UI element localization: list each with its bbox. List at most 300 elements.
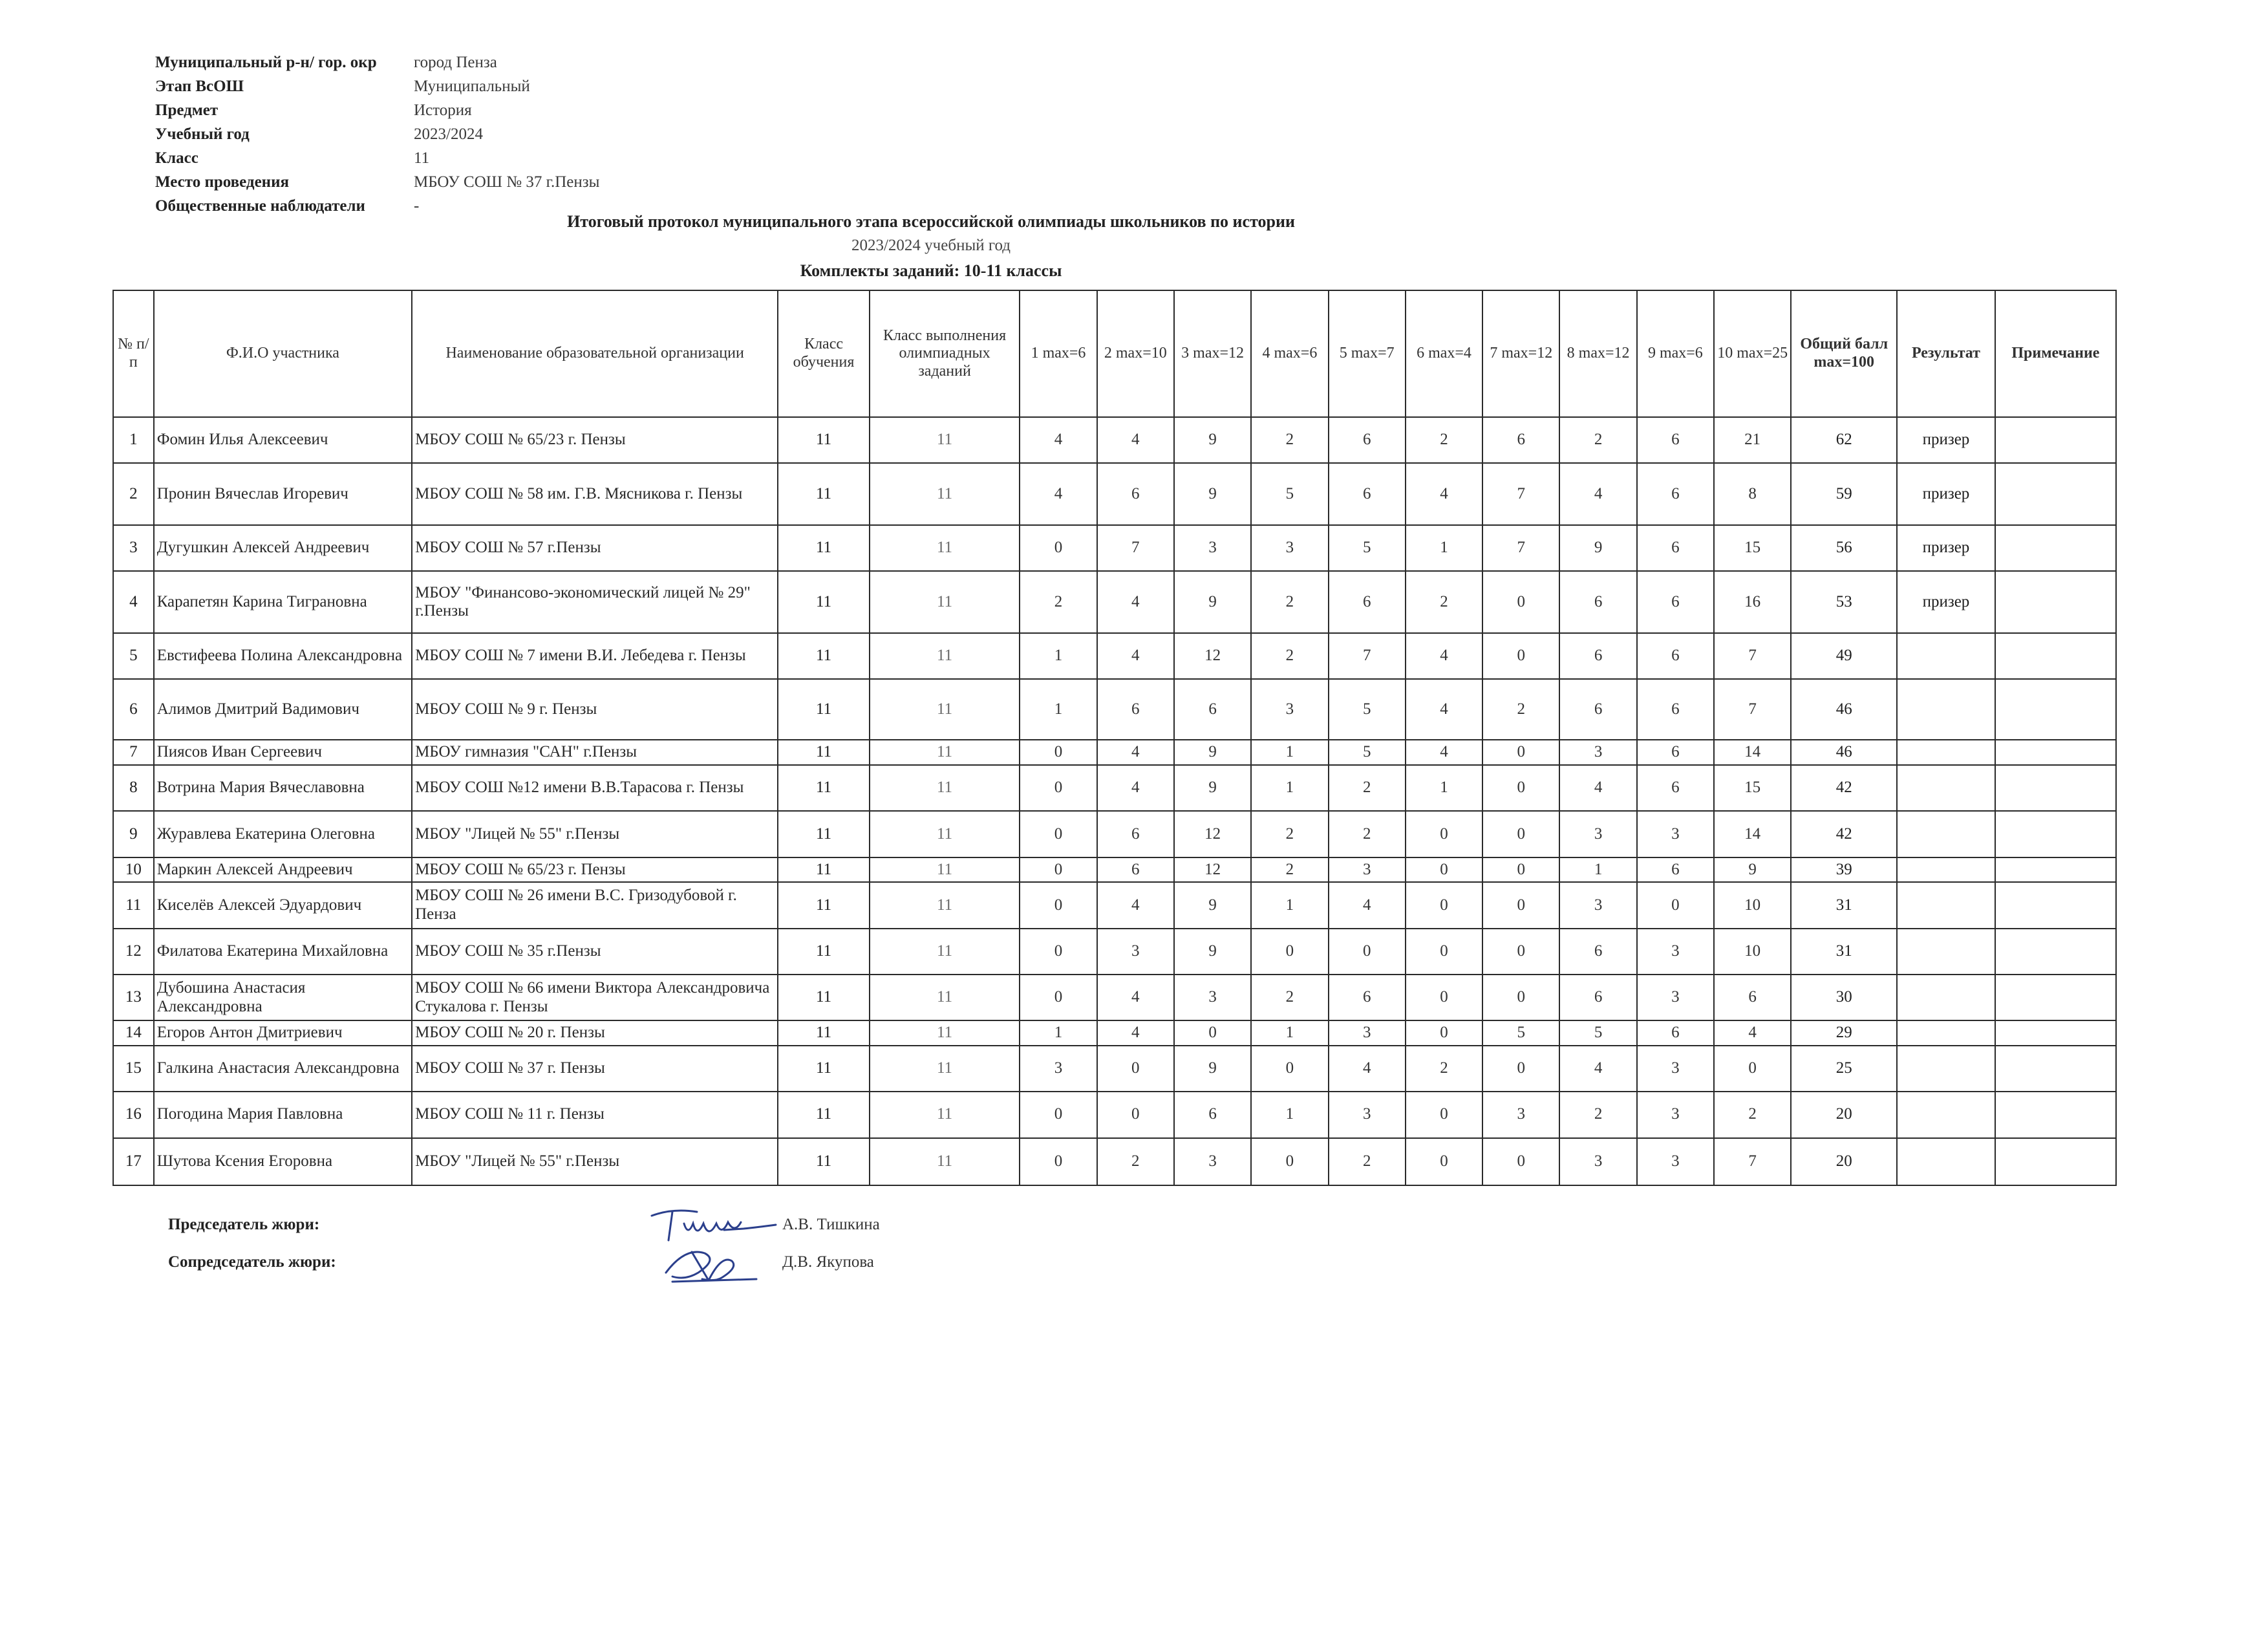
task-8-score: 3 (1559, 882, 1636, 928)
task-3-score: 12 (1174, 633, 1251, 679)
header-name: Ф.И.О участника (154, 290, 412, 417)
task-6-score: 1 (1406, 765, 1482, 811)
meta-value: История (414, 102, 472, 119)
task-5-score: 2 (1329, 811, 1406, 857)
row-number: 3 (113, 525, 154, 571)
task-1-score: 0 (1020, 1092, 1097, 1137)
grade-exec-cell: 11 (870, 679, 1020, 740)
cochair-name: Д.В. Якупова (782, 1253, 874, 1271)
total-score: 31 (1791, 929, 1897, 975)
task-7-score: 0 (1482, 882, 1559, 928)
total-score: 46 (1791, 679, 1897, 740)
task-6-score: 0 (1406, 811, 1482, 857)
row-number: 15 (113, 1046, 154, 1092)
grade-cell: 11 (778, 975, 870, 1020)
task-2-score: 3 (1097, 929, 1174, 975)
participant-name: Алимов Дмитрий Вадимович (154, 679, 412, 740)
grade-cell: 11 (778, 1138, 870, 1186)
grade-cell: 11 (778, 740, 870, 765)
total-score: 31 (1791, 882, 1897, 928)
participant-name: Пронин Вячеслав Игоревич (154, 463, 412, 525)
grade-exec-cell: 11 (870, 1092, 1020, 1137)
task-1-score: 1 (1020, 633, 1097, 679)
task-6-score: 2 (1406, 417, 1482, 463)
row-number: 16 (113, 1092, 154, 1137)
table-row (113, 525, 2116, 571)
result-cell (1897, 765, 1995, 811)
task-7-score: 2 (1482, 679, 1559, 740)
task-3-score: 3 (1174, 975, 1251, 1020)
grade-exec-cell: 11 (870, 857, 1020, 883)
task-7-score: 0 (1482, 811, 1559, 857)
table-row (113, 740, 2116, 765)
row-number: 1 (113, 417, 154, 463)
task-10-score: 2 (1714, 1092, 1791, 1137)
grade-exec-cell: 11 (870, 525, 1020, 571)
meta-key: Учебный год (155, 125, 250, 143)
task-6-score: 2 (1406, 1046, 1482, 1092)
task-2-score: 4 (1097, 740, 1174, 765)
table-row (113, 571, 2116, 633)
task-6-score: 4 (1406, 633, 1482, 679)
chair-signature-row (168, 1216, 944, 1255)
task-7-score: 0 (1482, 975, 1559, 1020)
organization-name: МБОУ СОШ № 9 г. Пензы (412, 679, 778, 740)
task-9-score: 6 (1637, 633, 1714, 679)
note-cell (1995, 811, 2116, 857)
grade-cell: 11 (778, 1046, 870, 1092)
grade-cell: 11 (778, 765, 870, 811)
task-1-score: 4 (1020, 417, 1097, 463)
total-score: 25 (1791, 1046, 1897, 1092)
total-score: 30 (1791, 975, 1897, 1020)
task-4-score: 2 (1251, 857, 1328, 883)
grade-exec-cell: 11 (870, 1020, 1020, 1046)
task-1-score: 0 (1020, 525, 1097, 571)
task-8-score: 3 (1559, 811, 1636, 857)
grade-exec-cell: 11 (870, 1046, 1020, 1092)
organization-name: МБОУ СОШ № 35 г.Пензы (412, 929, 778, 975)
result-cell (1897, 679, 1995, 740)
task-8-score: 6 (1559, 633, 1636, 679)
task-4-score: 2 (1251, 571, 1328, 633)
task-4-score: 2 (1251, 417, 1328, 463)
task-7-score: 6 (1482, 417, 1559, 463)
task-10-score: 21 (1714, 417, 1791, 463)
header-task-4: 4 max=6 (1251, 290, 1328, 417)
total-score: 42 (1791, 765, 1897, 811)
organization-name: МБОУ СОШ № 37 г. Пензы (412, 1046, 778, 1092)
task-4-score: 1 (1251, 882, 1328, 928)
grade-cell: 11 (778, 633, 870, 679)
row-number: 2 (113, 463, 154, 525)
task-4-score: 0 (1251, 1138, 1328, 1186)
total-score: 62 (1791, 417, 1897, 463)
organization-name: МБОУ "Лицей № 55" г.Пензы (412, 1138, 778, 1186)
task-5-score: 5 (1329, 679, 1406, 740)
row-number: 6 (113, 679, 154, 740)
cochair-signature-row (168, 1253, 944, 1292)
task-2-score: 6 (1097, 811, 1174, 857)
meta-value: - (414, 197, 420, 215)
task-8-score: 3 (1559, 1138, 1636, 1186)
note-cell (1995, 417, 2116, 463)
table-row (113, 975, 2116, 1020)
task-10-score: 10 (1714, 882, 1791, 928)
task-10-score: 9 (1714, 857, 1791, 883)
task-10-score: 6 (1714, 975, 1791, 1020)
task-2-score: 6 (1097, 857, 1174, 883)
result-cell (1897, 857, 1995, 883)
meta-key: Общественные наблюдатели (155, 197, 365, 215)
table-row (113, 1092, 2116, 1137)
task-9-score: 6 (1637, 525, 1714, 571)
grade-cell: 11 (778, 857, 870, 883)
meta-row (155, 170, 599, 194)
task-2-score: 2 (1097, 1138, 1174, 1186)
task-3-score: 9 (1174, 882, 1251, 928)
task-9-score: 6 (1637, 679, 1714, 740)
task-10-score: 4 (1714, 1020, 1791, 1046)
task-1-score: 0 (1020, 1138, 1097, 1186)
task-2-score: 4 (1097, 975, 1174, 1020)
task-9-score: 6 (1637, 765, 1714, 811)
header-note: Примечание (1995, 290, 2116, 417)
task-10-score: 7 (1714, 679, 1791, 740)
result-cell (1897, 975, 1995, 1020)
grade-exec-cell: 11 (870, 463, 1020, 525)
total-score: 20 (1791, 1138, 1897, 1186)
header-num: № п/п (113, 290, 154, 417)
task-9-score: 3 (1637, 975, 1714, 1020)
result-cell (1897, 633, 1995, 679)
result-cell: призер (1897, 463, 1995, 525)
header-task-5: 5 max=7 (1329, 290, 1406, 417)
task-9-score: 3 (1637, 1046, 1714, 1092)
task-6-score: 1 (1406, 525, 1482, 571)
task-8-score: 9 (1559, 525, 1636, 571)
task-9-score: 6 (1637, 740, 1714, 765)
task-8-score: 3 (1559, 740, 1636, 765)
meta-key: Место проведения (155, 173, 289, 191)
task-4-score: 5 (1251, 463, 1328, 525)
task-1-score: 0 (1020, 975, 1097, 1020)
task-10-score: 7 (1714, 633, 1791, 679)
organization-name: МБОУ "Финансово-экономический лицей № 29" г.Пензы (412, 571, 778, 633)
table-row (113, 1046, 2116, 1092)
note-cell (1995, 1020, 2116, 1046)
task-5-score: 3 (1329, 1092, 1406, 1137)
meta-key: Этап ВсОШ (155, 78, 244, 95)
task-4-score: 3 (1251, 679, 1328, 740)
task-7-score: 0 (1482, 571, 1559, 633)
task-9-score: 0 (1637, 882, 1714, 928)
task-10-score: 0 (1714, 1046, 1791, 1092)
table-row (113, 929, 2116, 975)
task-3-score: 3 (1174, 525, 1251, 571)
meta-row (155, 98, 599, 122)
participant-name: Фомин Илья Алексеевич (154, 417, 412, 463)
task-9-score: 3 (1637, 929, 1714, 975)
header-task-1: 1 max=6 (1020, 290, 1097, 417)
task-5-score: 4 (1329, 882, 1406, 928)
organization-name: МБОУ СОШ № 26 имени В.С. Гризодубовой г. Пенза (412, 882, 778, 928)
organization-name: МБОУ СОШ № 65/23 г. Пензы (412, 857, 778, 883)
participant-name: Пиясов Иван Сергеевич (154, 740, 412, 765)
table-row (113, 1138, 2116, 1186)
task-4-score: 1 (1251, 740, 1328, 765)
result-cell (1897, 811, 1995, 857)
table-row (113, 882, 2116, 928)
task-8-score: 5 (1559, 1020, 1636, 1046)
task-8-score: 4 (1559, 463, 1636, 525)
row-number: 4 (113, 571, 154, 633)
grade-exec-cell: 11 (870, 571, 1020, 633)
cochair-signature-mark (647, 1240, 782, 1286)
note-cell (1995, 765, 2116, 811)
grade-cell: 11 (778, 525, 870, 571)
task-6-score: 0 (1406, 1092, 1482, 1137)
total-score: 39 (1791, 857, 1897, 883)
chair-name: А.В. Тишкина (782, 1216, 880, 1233)
task-3-score: 6 (1174, 1092, 1251, 1137)
meta-value: 11 (414, 149, 430, 167)
row-number: 14 (113, 1020, 154, 1046)
note-cell (1995, 679, 2116, 740)
header-task-2: 2 max=10 (1097, 290, 1174, 417)
header-grade: Класс обучения (778, 290, 870, 417)
result-cell (1897, 1138, 1995, 1186)
meta-value: МБОУ СОШ № 37 г.Пензы (414, 173, 600, 191)
organization-name: МБОУ СОШ № 11 г. Пензы (412, 1092, 778, 1137)
table-row (113, 811, 2116, 857)
organization-name: МБОУ СОШ № 7 имени В.И. Лебедева г. Пензы (412, 633, 778, 679)
total-score: 46 (1791, 740, 1897, 765)
task-5-score: 6 (1329, 571, 1406, 633)
task-1-score: 3 (1020, 1046, 1097, 1092)
task-4-score: 1 (1251, 765, 1328, 811)
task-9-score: 3 (1637, 1092, 1714, 1137)
task-2-score: 4 (1097, 882, 1174, 928)
organization-name: МБОУ гимназия "САН" г.Пензы (412, 740, 778, 765)
note-cell (1995, 1092, 2116, 1137)
total-score: 49 (1791, 633, 1897, 679)
table-row (113, 765, 2116, 811)
result-cell (1897, 882, 1995, 928)
task-7-score: 5 (1482, 1020, 1559, 1046)
task-2-score: 4 (1097, 765, 1174, 811)
meta-key: Класс (155, 149, 198, 167)
task-3-score: 6 (1174, 679, 1251, 740)
task-4-score: 2 (1251, 633, 1328, 679)
cochair-role-label: Сопредседатель жюри: (168, 1253, 336, 1271)
task-8-score: 2 (1559, 1092, 1636, 1137)
total-score: 42 (1791, 811, 1897, 857)
task-10-score: 14 (1714, 811, 1791, 857)
task-2-score: 4 (1097, 417, 1174, 463)
organization-name: МБОУ "Лицей № 55" г.Пензы (412, 811, 778, 857)
header-total: Общий балл max=100 (1791, 290, 1897, 417)
academic-year-subtitle: 2023/2024 учебный год (851, 237, 1011, 254)
header-task-7: 7 max=12 (1482, 290, 1559, 417)
participant-name: Киселёв Алексей Эдуардович (154, 882, 412, 928)
task-3-score: 9 (1174, 740, 1251, 765)
task-3-score: 9 (1174, 571, 1251, 633)
protocol-metadata (155, 50, 599, 218)
task-4-score: 3 (1251, 525, 1328, 571)
task-5-score: 2 (1329, 1138, 1406, 1186)
task-3-score: 9 (1174, 765, 1251, 811)
result-cell: призер (1897, 417, 1995, 463)
task-5-score: 6 (1329, 975, 1406, 1020)
task-6-score: 0 (1406, 857, 1482, 883)
results-table-body (113, 417, 2116, 1185)
note-cell (1995, 975, 2116, 1020)
note-cell (1995, 1138, 2116, 1186)
organization-name: МБОУ СОШ № 57 г.Пензы (412, 525, 778, 571)
total-score: 53 (1791, 571, 1897, 633)
total-score: 56 (1791, 525, 1897, 571)
grade-cell: 11 (778, 679, 870, 740)
task-4-score: 0 (1251, 929, 1328, 975)
task-10-score: 15 (1714, 525, 1791, 571)
task-5-score: 2 (1329, 765, 1406, 811)
task-5-score: 5 (1329, 525, 1406, 571)
organization-name: МБОУ СОШ № 65/23 г. Пензы (412, 417, 778, 463)
task-8-score: 1 (1559, 857, 1636, 883)
participant-name: Вотрина Мария Вячеславовна (154, 765, 412, 811)
header-task-6: 6 max=4 (1406, 290, 1482, 417)
note-cell (1995, 929, 2116, 975)
task-3-score: 0 (1174, 1020, 1251, 1046)
task-2-score: 6 (1097, 463, 1174, 525)
header-task-10: 10 max=25 (1714, 290, 1791, 417)
task-4-score: 1 (1251, 1092, 1328, 1137)
table-row (113, 857, 2116, 883)
participant-name: Филатова Екатерина Михайловна (154, 929, 412, 975)
meta-row (155, 74, 599, 98)
task-3-score: 12 (1174, 857, 1251, 883)
total-score: 20 (1791, 1092, 1897, 1137)
task-5-score: 4 (1329, 1046, 1406, 1092)
task-9-score: 6 (1637, 571, 1714, 633)
table-row (113, 463, 2116, 525)
task-6-score: 0 (1406, 975, 1482, 1020)
grade-cell: 11 (778, 463, 870, 525)
task-3-score: 9 (1174, 463, 1251, 525)
table-row (113, 679, 2116, 740)
row-number: 13 (113, 975, 154, 1020)
task-7-score: 0 (1482, 740, 1559, 765)
task-1-score: 0 (1020, 811, 1097, 857)
result-cell: призер (1897, 571, 1995, 633)
grade-exec-cell: 11 (870, 811, 1020, 857)
protocol-title: Итоговый протокол муниципального этапа всероссийской олимпиады школьников по истории (567, 212, 1295, 231)
meta-row (155, 146, 599, 170)
task-7-score: 0 (1482, 765, 1559, 811)
task-6-score: 0 (1406, 929, 1482, 975)
header-task-9: 9 max=6 (1637, 290, 1714, 417)
task-5-score: 3 (1329, 857, 1406, 883)
row-number: 11 (113, 882, 154, 928)
header-task-8: 8 max=12 (1559, 290, 1636, 417)
task-6-score: 4 (1406, 740, 1482, 765)
grade-exec-cell: 11 (870, 882, 1020, 928)
task-3-score: 9 (1174, 1046, 1251, 1092)
task-7-score: 0 (1482, 1138, 1559, 1186)
task-6-score: 0 (1406, 1138, 1482, 1186)
row-number: 9 (113, 811, 154, 857)
task-9-score: 3 (1637, 1138, 1714, 1186)
participant-name: Шутова Ксения Егоровна (154, 1138, 412, 1186)
task-9-score: 6 (1637, 857, 1714, 883)
note-cell (1995, 571, 2116, 633)
participant-name: Галкина Анастасия Александровна (154, 1046, 412, 1092)
row-number: 12 (113, 929, 154, 975)
participant-name: Журавлева Екатерина Олеговна (154, 811, 412, 857)
note-cell (1995, 463, 2116, 525)
task-8-score: 6 (1559, 929, 1636, 975)
task-7-score: 7 (1482, 463, 1559, 525)
table-header-row (113, 290, 2116, 417)
task-9-score: 3 (1637, 811, 1714, 857)
row-number: 7 (113, 740, 154, 765)
total-score: 29 (1791, 1020, 1897, 1046)
participant-name: Дубошина Анастасия Александровна (154, 975, 412, 1020)
grade-exec-cell: 11 (870, 417, 1020, 463)
header-result: Результат (1897, 290, 1995, 417)
task-8-score: 6 (1559, 679, 1636, 740)
task-7-score: 0 (1482, 857, 1559, 883)
task-6-score: 0 (1406, 1020, 1482, 1046)
grade-cell: 11 (778, 1020, 870, 1046)
task-7-score: 0 (1482, 929, 1559, 975)
grade-exec-cell: 11 (870, 1138, 1020, 1186)
meta-key: Муниципальный р-н/ гор. окр (155, 54, 377, 71)
task-10-score: 15 (1714, 765, 1791, 811)
grade-exec-cell: 11 (870, 929, 1020, 975)
task-3-score: 9 (1174, 417, 1251, 463)
task-10-score: 8 (1714, 463, 1791, 525)
table-row (113, 633, 2116, 679)
task-7-score: 0 (1482, 1046, 1559, 1092)
task-8-score: 4 (1559, 1046, 1636, 1092)
task-8-score: 6 (1559, 571, 1636, 633)
note-cell (1995, 857, 2116, 883)
task-6-score: 4 (1406, 463, 1482, 525)
task-5-score: 6 (1329, 463, 1406, 525)
meta-value: Муниципальный (414, 78, 530, 95)
task-9-score: 6 (1637, 463, 1714, 525)
task-2-score: 4 (1097, 633, 1174, 679)
task-2-score: 0 (1097, 1092, 1174, 1137)
task-5-score: 3 (1329, 1020, 1406, 1046)
task-9-score: 6 (1637, 417, 1714, 463)
task-kits-label: Комплекты заданий: 10-11 классы (800, 261, 1062, 280)
task-8-score: 6 (1559, 975, 1636, 1020)
result-cell: призер (1897, 525, 1995, 571)
task-1-score: 0 (1020, 740, 1097, 765)
note-cell (1995, 882, 2116, 928)
task-4-score: 1 (1251, 1020, 1328, 1046)
task-10-score: 7 (1714, 1138, 1791, 1186)
task-8-score: 4 (1559, 765, 1636, 811)
note-cell (1995, 633, 2116, 679)
organization-name: МБОУ СОШ № 66 имени Виктора Александровича Стукалова г. Пензы (412, 975, 778, 1020)
task-10-score: 16 (1714, 571, 1791, 633)
task-10-score: 10 (1714, 929, 1791, 975)
task-1-score: 0 (1020, 765, 1097, 811)
